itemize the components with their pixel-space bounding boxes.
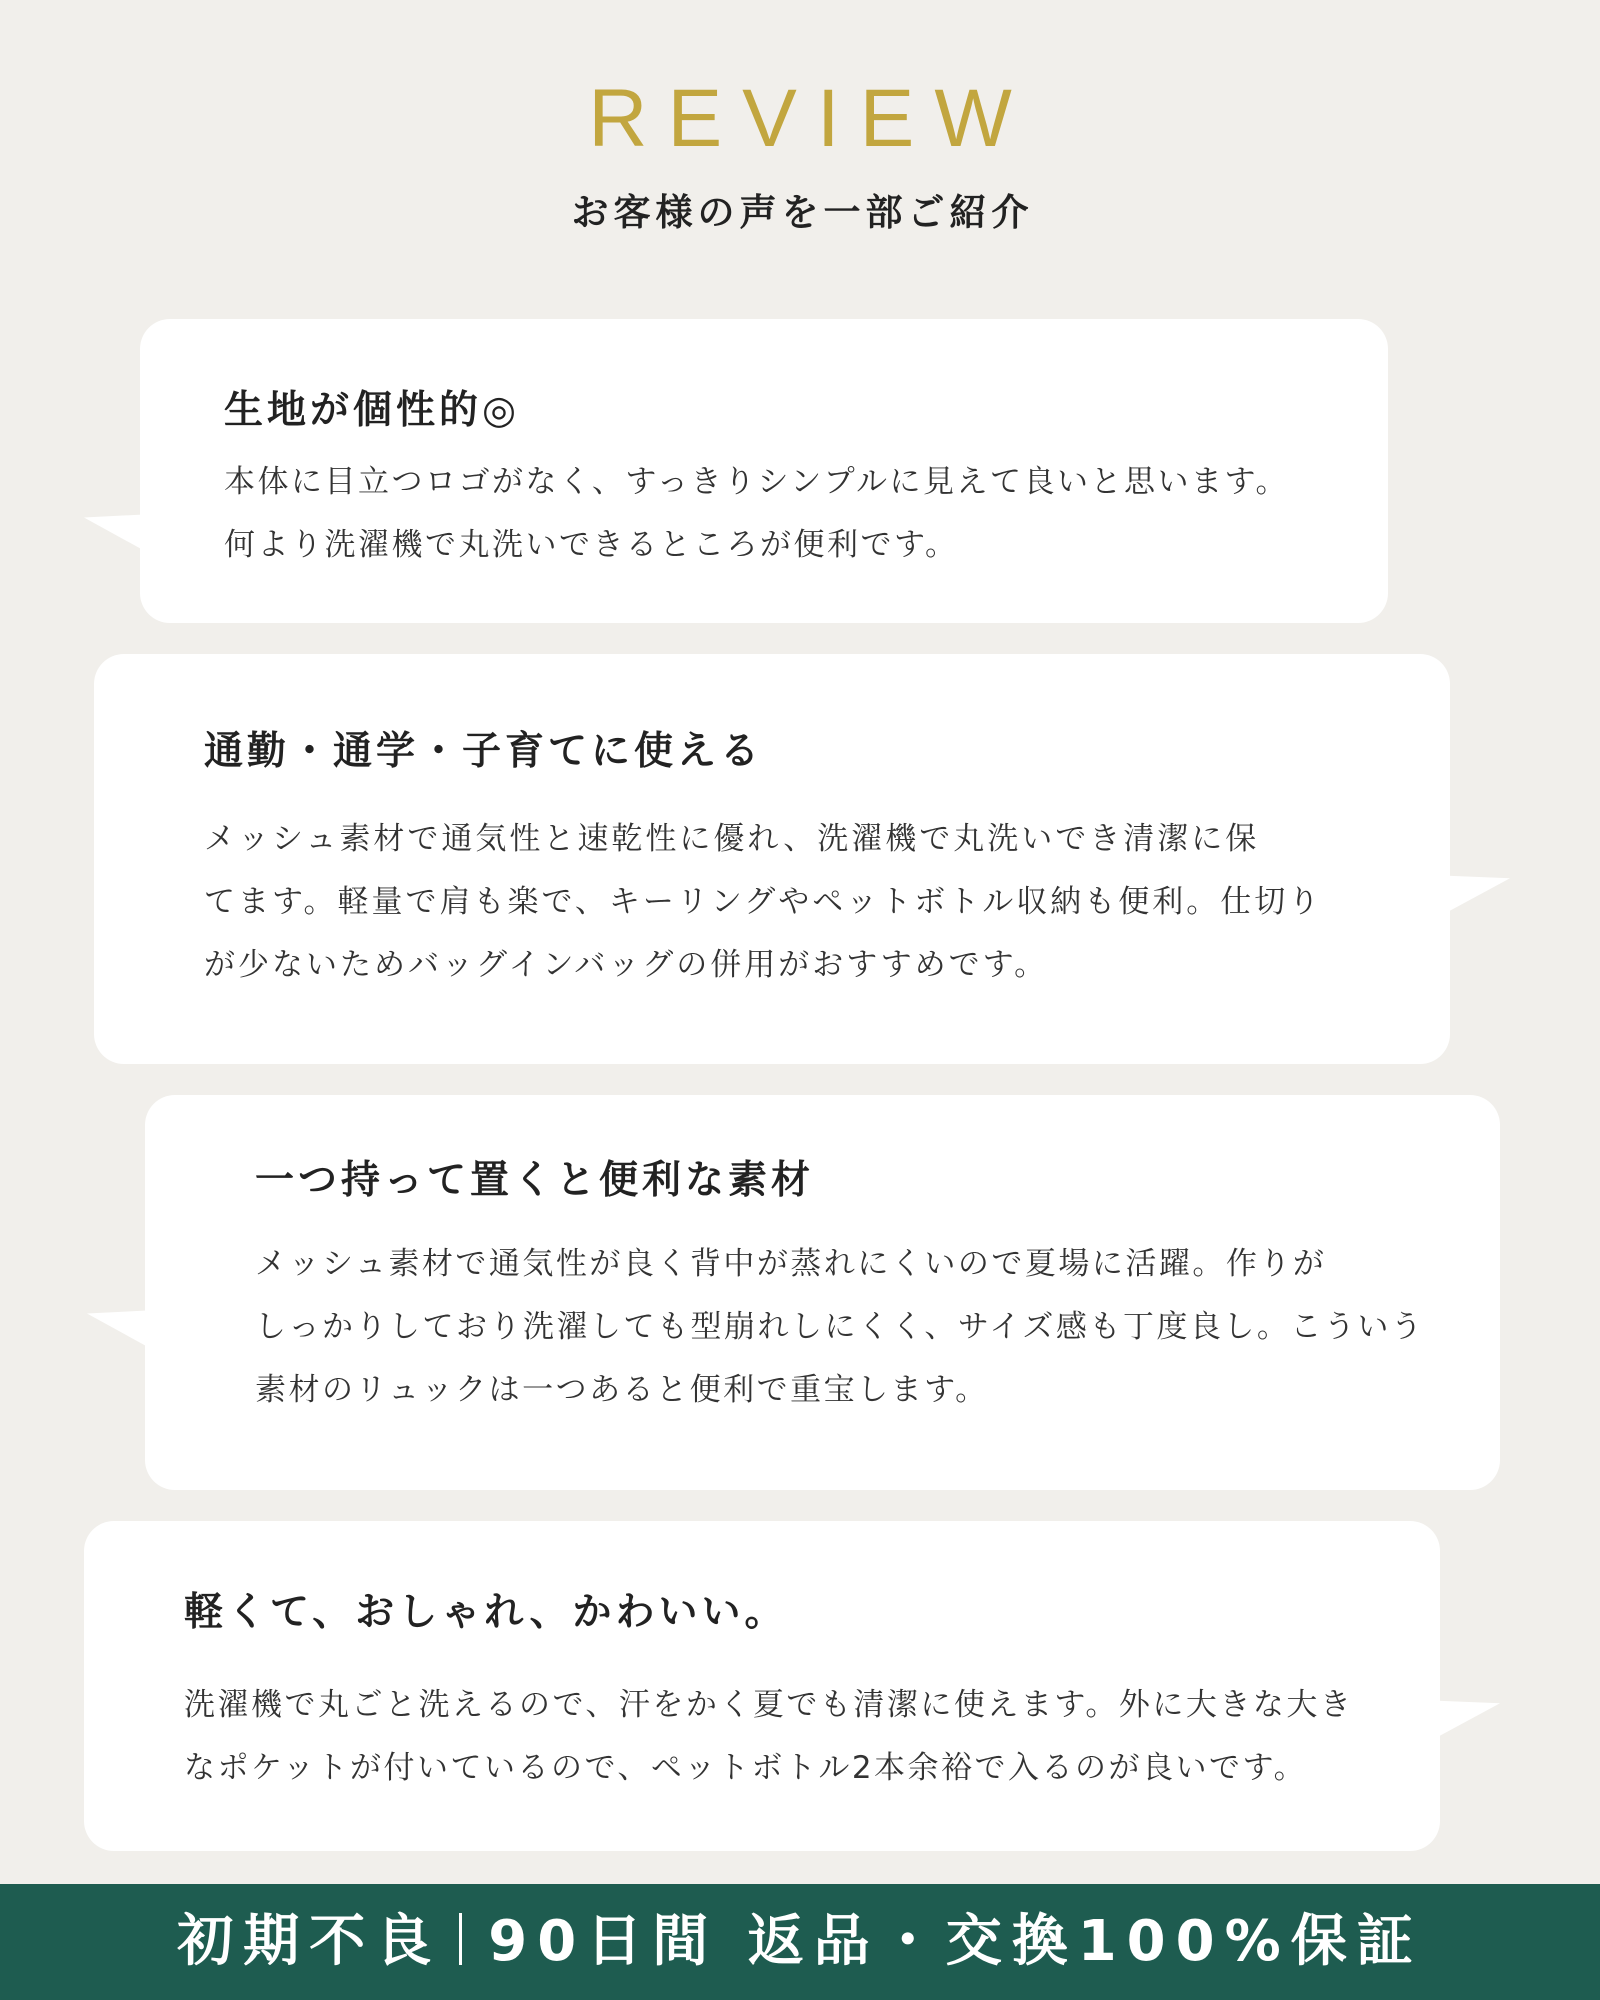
review-card (140, 319, 1388, 623)
review-body-line: なポケットが付いているので、ペットボトル2本余裕で入るのが良いです。 (184, 1750, 1308, 1786)
review-card (145, 1095, 1500, 1490)
review-body-line: 素材のリュックは一つあると便利で重宝します。 (255, 1372, 989, 1408)
review-body-line: 洗濯機で丸ごと洗えるので、汗をかく夏でも清潔に使えます。外に大きな大き (184, 1687, 1354, 1723)
review-title-text: 生地が個性的◎ (224, 388, 521, 433)
review-card (94, 654, 1450, 1064)
review-title: REVIEW (588, 73, 1032, 164)
review-body-line: が少ないためバッグインバッグの併用がおすすめです。 (204, 947, 1049, 983)
review-subtitle: お客様の声を一部ご紹介 (571, 191, 1034, 234)
review-title-text: 通勤・通学・子育てに使える (204, 729, 764, 774)
speech-bubble-tail (84, 500, 144, 551)
guarantee-divider (459, 1913, 462, 1965)
review-body (204, 808, 1322, 997)
speech-bubble-tail (1438, 1685, 1500, 1736)
guarantee-banner (0, 1884, 1600, 2000)
guarantee-text (0, 1909, 1600, 1974)
guarantee-right: 90日間 返品・交換100%保証 (488, 1909, 1423, 1974)
review-title-text: 一つ持って置くと便利な素材 (255, 1158, 815, 1203)
review-body-line: 本体に目立つロゴがなく、すっきりシンプルに見えて良いと思います。 (224, 464, 1290, 500)
review-body (184, 1674, 1353, 1800)
review-body (255, 1233, 1424, 1422)
review-body-line: メッシュ素材で通気性と速乾性に優れ、洗濯機で丸洗いでき清潔に保 (204, 821, 1260, 857)
speech-bubble-tail (1448, 860, 1510, 911)
review-body-line: てます。軽量で肩も楽で、キーリングやペットボトル収納も便利。仕切り (204, 884, 1323, 920)
guarantee-left: 初期不良 (177, 1909, 442, 1974)
review-body-line: 何より洗濯機で丸洗いできるところが便利です。 (224, 527, 959, 563)
review-title-text: 軽くて、おしゃれ、かわいい。 (184, 1590, 788, 1635)
review-body-line: メッシュ素材で通気性が良く背中が蒸れにくいので夏場に活躍。作りが (255, 1246, 1327, 1282)
speech-bubble-tail (87, 1296, 147, 1347)
review-card (84, 1521, 1440, 1851)
review-body (224, 451, 1289, 577)
review-body-line: しっかりしており洗濯しても型崩れしにくく、サイズ感も丁度良し。こういう (255, 1309, 1425, 1345)
